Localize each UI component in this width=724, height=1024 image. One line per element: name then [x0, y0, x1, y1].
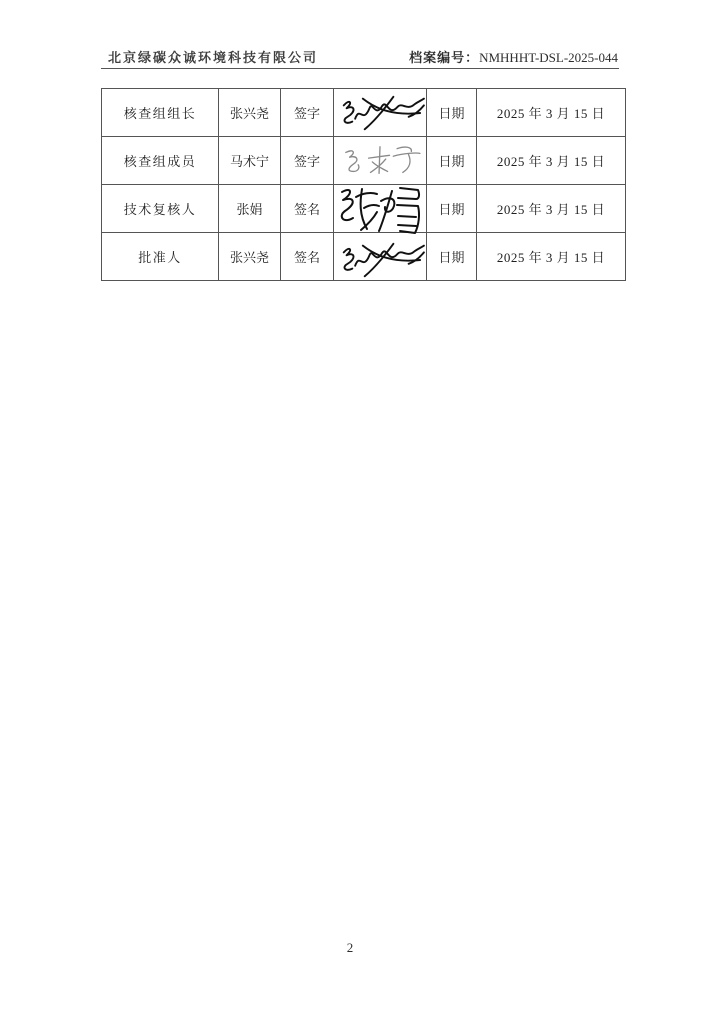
table-row — [102, 185, 626, 233]
name-cell: 张娟 — [219, 185, 281, 233]
signature-cell — [334, 233, 427, 281]
name-cell: 张兴尧 — [219, 89, 281, 137]
date-label-cell: 日期 — [427, 89, 477, 137]
date-label-cell: 日期 — [427, 137, 477, 185]
date-cell: 2025 年 3 月 15 日 — [477, 137, 626, 185]
role-cell: 技术复核人 — [102, 185, 219, 233]
name-cell: 马术宁 — [219, 137, 281, 185]
table-row — [102, 137, 626, 185]
signature-mashuning-image — [336, 142, 424, 180]
sign-label-cell: 签名 — [281, 233, 334, 281]
sign-label-cell: 签字 — [281, 137, 334, 185]
signature-zhangjuan-image — [334, 183, 426, 237]
header-file-number — [409, 47, 618, 66]
sign-label-cell: 签字 — [281, 89, 334, 137]
date-label-cell: 日期 — [427, 233, 477, 281]
role-cell: 核查组组长 — [102, 89, 219, 137]
date-cell: 2025 年 3 月 15 日 — [477, 89, 626, 137]
page-number: 2 — [346, 940, 354, 955]
signature-cell — [334, 185, 427, 233]
date-cell: 2025 年 3 月 15 日 — [477, 233, 626, 281]
file-number-value: NMHHHT-DSL-2025-044 — [479, 50, 618, 65]
signature-cell — [334, 89, 427, 137]
name-cell: 张兴尧 — [219, 233, 281, 281]
header-company-name: 北京绿碳众诚环境科技有限公司 — [108, 50, 319, 65]
table-row — [102, 89, 626, 137]
signature-cell — [334, 137, 427, 185]
date-label-cell: 日期 — [427, 185, 477, 233]
signature-zhangxingyao-image — [334, 92, 426, 134]
table-row — [102, 233, 626, 281]
signature-zhangxingyao-image — [334, 239, 426, 281]
signature-table — [101, 88, 626, 281]
date-cell: 2025 年 3 月 15 日 — [477, 185, 626, 233]
file-number-label: 档案编号： — [409, 50, 480, 65]
role-cell: 核查组成员 — [102, 137, 219, 185]
sign-label-cell: 签名 — [281, 185, 334, 233]
role-cell: 批准人 — [102, 233, 219, 281]
header-divider-line — [101, 68, 619, 69]
